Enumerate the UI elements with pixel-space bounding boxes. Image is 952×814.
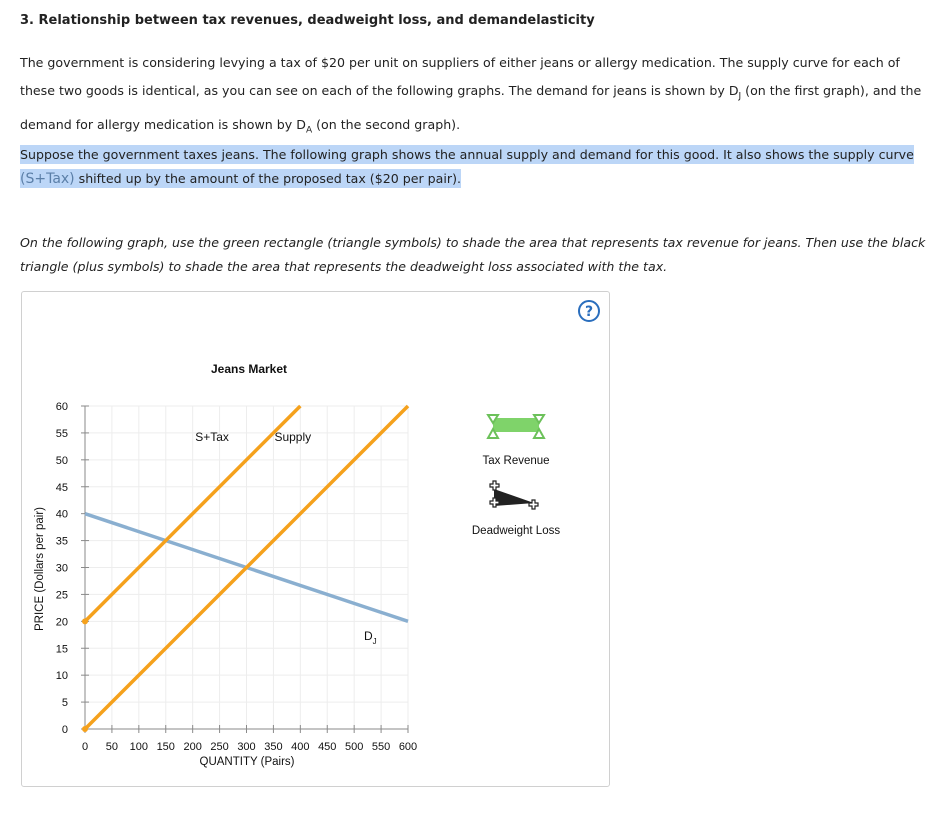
x-tick-label: 600 [398, 741, 418, 753]
green-rectangle-triangle-icon[interactable] [488, 415, 544, 438]
deadweight-loss-tool[interactable] [472, 481, 560, 537]
x-tick-label: 350 [264, 741, 283, 753]
x-tick-label: 250 [210, 741, 229, 753]
y-tick-label: 25 [55, 589, 68, 602]
x-tick-label: 50 [105, 741, 119, 753]
y-tick-label: 40 [55, 508, 68, 521]
dj-symbol: $D_J$ [728, 83, 742, 102]
jeans-market-chart [22, 292, 609, 786]
instructions-paragraph: On the following graph, use the green rectangle (triangle symbols) to shade the area that represents tax revenue for jeans. Then use the black triangle (plus symbols) to shade the area that represents the deadweight loss associated with the tax. [20, 235, 926, 274]
help-icon[interactable]: ? [578, 300, 600, 322]
y-tick-label: 50 [55, 454, 68, 467]
intro-paragraph: The government is considering levying a tax of $20 per unit on suppliers of either jeans or allergy medication. The supply curve for each of these two goods is identical, as you can see on each of the following graphs. The demand for jeans is shown by $D_J$ (on the first graph), and the demand for allergy medication is shown by $D_A$ (on the second graph). [20, 55, 922, 136]
y-axis-title: PRICE (Dollars per pair) [34, 507, 46, 631]
x-tick-label: 200 [183, 741, 202, 753]
deadweight-loss-label: Deadweight Loss [471, 525, 561, 537]
demand-label: $D_J$ [363, 629, 377, 647]
black-triangle-plus-icon[interactable] [490, 481, 538, 509]
curve-endpoint[interactable] [82, 618, 88, 624]
x-tick-label: 550 [371, 741, 391, 753]
x-tick-label: 400 [291, 741, 310, 753]
y-tick-label: 10 [55, 670, 68, 683]
x-tick-label: 500 [344, 741, 364, 753]
x-tick-label: 100 [129, 741, 149, 753]
y-tick-label: 15 [55, 643, 68, 656]
y-tick-label: 5 [61, 697, 68, 710]
x-tick-label: 0 [81, 741, 89, 753]
highlighted-paragraph: Suppose the government taxes jeans. The following graph shows the annual supply and demand for this good. It also shows the supply curve (S+Tax) shifted up by the amount of the proposed tax ($20 per pair). [20, 147, 914, 187]
y-tick-label: 60 [55, 401, 68, 413]
question-heading: 3. Relationship between tax revenues, deadweight loss, and demandelasticity [20, 13, 595, 28]
x-tick-label: 450 [318, 741, 337, 753]
y-tick-label: 0 [61, 724, 68, 736]
y-tick-label: 45 [55, 481, 68, 494]
y-tick-label: 20 [55, 616, 68, 629]
chart-title: Jeans Market [210, 362, 288, 376]
tax-revenue-label: Tax Revenue [482, 455, 550, 467]
stax-inline-label: (S+Tax) [20, 171, 75, 187]
x-axis-title: QUANTITY (Pairs) [199, 756, 295, 768]
graph-panel [21, 291, 610, 787]
curve-endpoint[interactable] [82, 726, 88, 732]
x-tick-label: 150 [156, 741, 175, 753]
da-symbol: $D_A$ [296, 116, 313, 136]
tax-revenue-tool[interactable] [482, 415, 549, 467]
y-tick-label: 30 [55, 562, 68, 575]
y-tick-label: 35 [55, 535, 68, 548]
x-tick-label: 300 [237, 741, 256, 753]
supply-label: Supply [274, 429, 312, 444]
y-tick-label: 55 [55, 427, 68, 440]
supply-plus-tax-label: S+Tax [195, 429, 229, 444]
